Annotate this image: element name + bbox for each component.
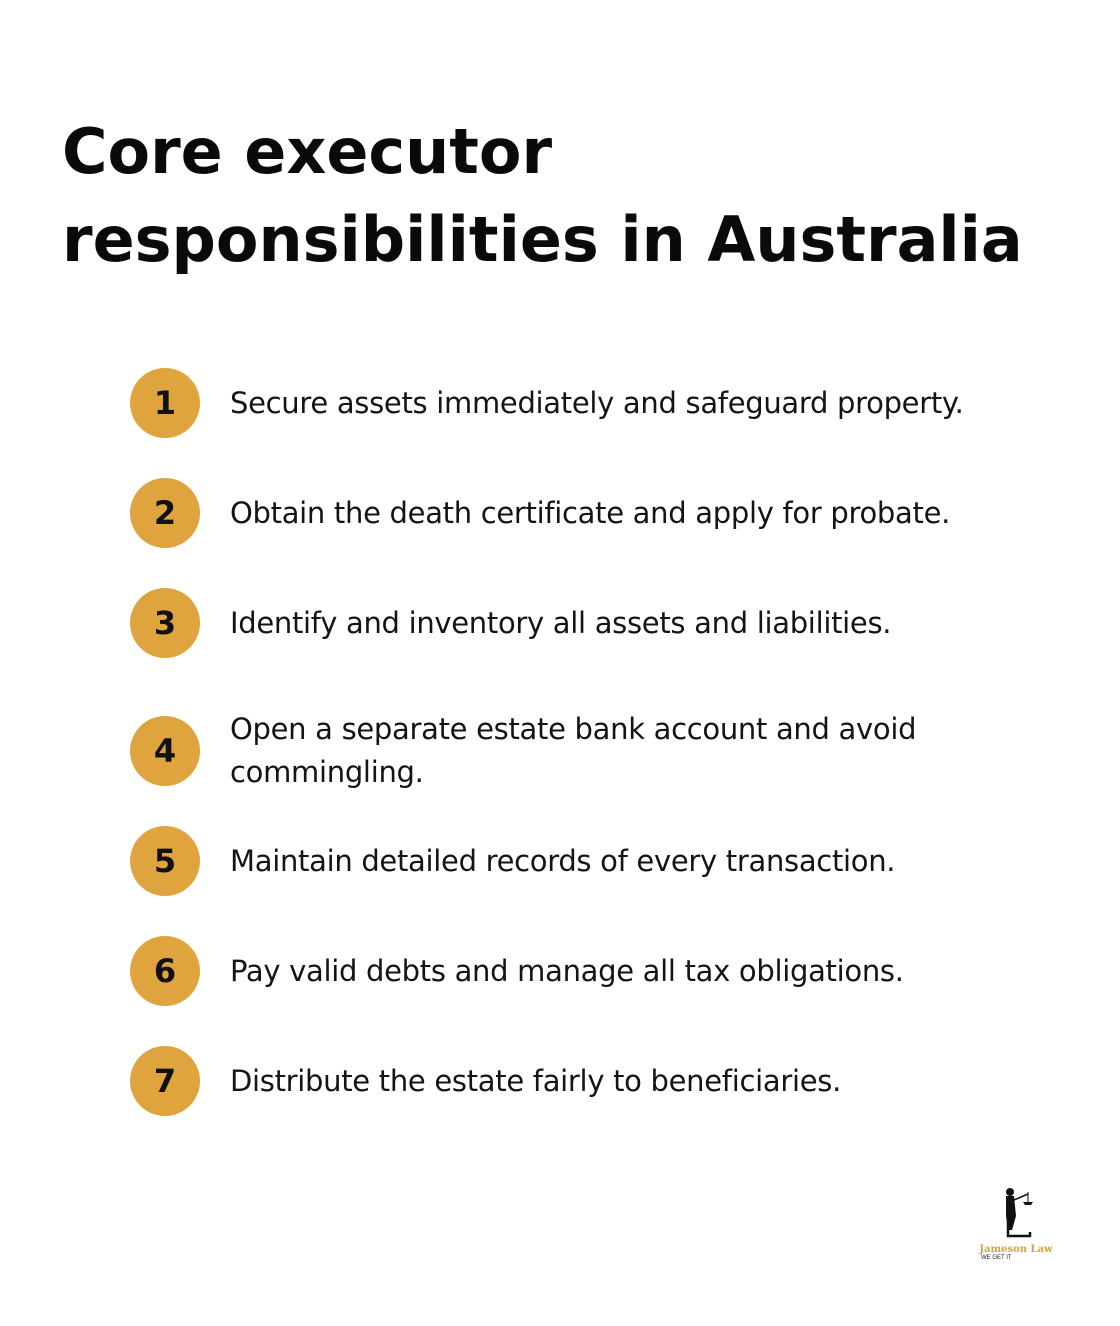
number-badge: 5 bbox=[130, 826, 200, 896]
item-text: Open a separate estate bank account and avoid commingling. bbox=[230, 712, 917, 789]
number-badge: 6 bbox=[130, 936, 200, 1006]
page-title: Core executor responsibilities in Australia bbox=[62, 115, 1023, 276]
item-text: Secure assets immediately and safeguard property. bbox=[230, 385, 964, 420]
number-badge: 1 bbox=[130, 368, 200, 438]
company-logo bbox=[975, 1186, 1057, 1266]
list-item bbox=[130, 588, 1030, 658]
list-item bbox=[130, 478, 1030, 548]
item-text: Obtain the death certificate and apply for probate. bbox=[230, 495, 951, 530]
number-badge: 2 bbox=[130, 478, 200, 548]
logo-tagline: WE GET IT bbox=[981, 1255, 1012, 1261]
number-badge: 7 bbox=[130, 1046, 200, 1116]
list-item bbox=[130, 826, 1030, 896]
list-item bbox=[130, 708, 1030, 794]
list-item bbox=[130, 368, 1030, 438]
item-text: Pay valid debts and manage all tax obligations. bbox=[230, 953, 904, 988]
item-text: Maintain detailed records of every transaction. bbox=[230, 843, 896, 878]
list-item bbox=[130, 936, 1030, 1006]
lady-justice-icon bbox=[996, 1186, 1036, 1238]
item-text: Identify and inventory all assets and liabilities. bbox=[230, 605, 892, 640]
logo-name: Jameson Law bbox=[979, 1244, 1053, 1255]
number-badge: 4 bbox=[130, 716, 200, 786]
number-badge: 3 bbox=[130, 588, 200, 658]
list-item bbox=[130, 1046, 1030, 1116]
item-text: Distribute the estate fairly to beneficiaries. bbox=[230, 1063, 841, 1098]
